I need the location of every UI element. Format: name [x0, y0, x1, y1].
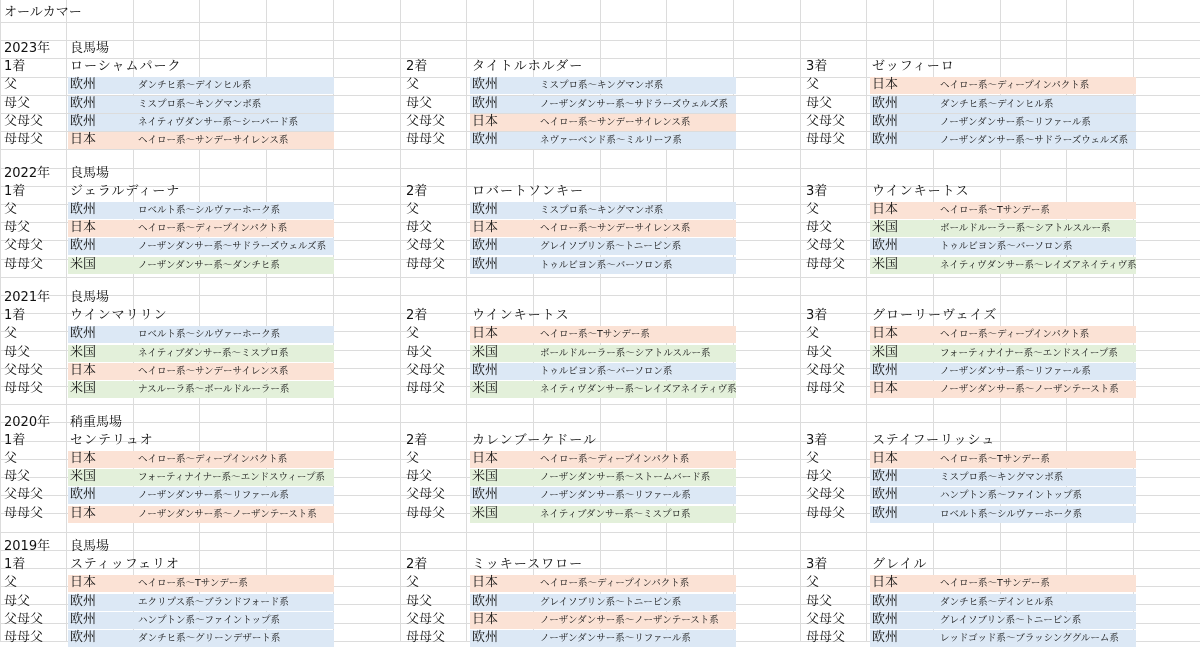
role-label[interactable]: 母母父 [406, 132, 446, 147]
track-condition[interactable]: 良馬場 [70, 165, 110, 181]
gridline-horizontal [0, 295, 1200, 296]
role-label[interactable]: 母母父 [806, 505, 846, 521]
region-cell[interactable]: 欧州 [70, 611, 97, 627]
horse-name[interactable]: ロバートソンキー [472, 183, 585, 199]
lineage-cell[interactable]: ノーザンダンサー系～サドラーズウェルズ系 [940, 135, 1129, 146]
region-cell[interactable]: 欧州 [472, 256, 499, 272]
lineage-cell[interactable]: ミスプロ系～キングマンボ系 [540, 80, 664, 92]
role-label[interactable]: 父 [4, 326, 18, 342]
lineage-cell[interactable]: ノーザンダンサー系～リファール系 [940, 365, 1091, 377]
lineage-cell[interactable]: ノーザンダンサー系～ノーザンテースト系 [940, 384, 1119, 395]
role-label[interactable]: 母父 [4, 469, 31, 485]
lineage-cell[interactable]: グレイソブリン系～トニービン系 [540, 241, 682, 253]
role-label[interactable]: 父母父 [4, 362, 44, 378]
role-label[interactable]: 母母父 [806, 630, 846, 645]
lineage-cell[interactable]: ヘイロー系～ディープインパクト系 [940, 329, 1090, 341]
lineage-cell[interactable]: ミスプロ系～キングマンボ系 [540, 204, 664, 216]
year-label[interactable]: 2019年 [4, 539, 51, 554]
region-cell[interactable]: 欧州 [70, 113, 97, 129]
gridline-horizontal [0, 277, 1200, 278]
horse-name[interactable]: タイトルホルダー [472, 59, 584, 75]
role-label[interactable]: 母母父 [806, 381, 846, 396]
role-label[interactable]: 父母父 [806, 487, 846, 503]
lineage-cell[interactable]: ネイティブダンサー系～ミスプロ系 [540, 508, 691, 520]
lineage-cell[interactable]: ヘイロー系～サンデーサイレンス系 [138, 135, 289, 146]
year-label[interactable]: 2022年 [4, 165, 51, 181]
lineage-cell[interactable]: ノーザンダンサー系～リファール系 [138, 490, 289, 502]
region-cell[interactable]: 欧州 [70, 201, 97, 217]
horse-name[interactable]: センテリュオ [70, 432, 154, 448]
lineage-cell[interactable]: ロベルト系～シルヴァーホーク系 [940, 508, 1083, 520]
region-cell[interactable]: 米国 [70, 469, 97, 485]
region-cell[interactable]: 米国 [872, 344, 899, 360]
region-cell[interactable]: 欧州 [872, 469, 899, 485]
region-cell[interactable]: 日本 [472, 220, 499, 236]
lineage-cell[interactable]: ヘイロー系～サンデーサイレンス系 [540, 223, 691, 235]
region-cell[interactable]: 日本 [872, 201, 899, 217]
lineage-cell[interactable]: ネヴァーベンド系～ミルリーフ系 [540, 135, 682, 146]
role-label[interactable]: 母母父 [4, 630, 44, 645]
region-cell[interactable]: 日本 [472, 611, 499, 627]
lineage-cell[interactable]: ネイティヴダンサー系～シーバード系 [138, 116, 299, 128]
place-label[interactable]: 1着 [4, 557, 26, 573]
region-cell[interactable]: 米国 [70, 344, 97, 360]
lineage-cell[interactable]: ノーザンダンサー系～ノーザンテースト系 [540, 614, 719, 626]
role-label[interactable]: 父 [406, 201, 420, 217]
region-cell[interactable]: 欧州 [472, 77, 499, 93]
place-label[interactable]: 2着 [406, 557, 428, 573]
lineage-cell[interactable]: ヘイロー系～ディープインパクト系 [540, 578, 690, 590]
region-cell[interactable]: 米国 [472, 469, 499, 485]
lineage-cell[interactable]: ナスルーラ系～ボールドルーラー系 [138, 384, 290, 395]
region-cell[interactable]: 欧州 [872, 593, 899, 609]
gridline-horizontal [0, 550, 1200, 551]
region-cell[interactable]: 欧州 [872, 113, 899, 129]
lineage-cell[interactable]: エクリプス系～ブランドフォード系 [138, 596, 289, 608]
lineage-cell[interactable]: ネイティブダンサー系～ミスプロ系 [138, 347, 289, 359]
region-cell[interactable]: 欧州 [70, 95, 97, 111]
horse-name[interactable]: ステイフーリッシュ [872, 432, 996, 448]
year-label[interactable]: 2020年 [4, 414, 51, 430]
region-cell[interactable]: 日本 [872, 77, 899, 93]
role-label[interactable]: 母母父 [406, 256, 446, 272]
horse-name[interactable]: グローリーヴェイズ [872, 308, 998, 324]
lineage-cell[interactable]: ノーザンダンサー系～ダンチヒ系 [138, 259, 280, 271]
role-label[interactable]: 父母父 [4, 238, 44, 254]
place-label[interactable]: 2着 [406, 183, 428, 199]
lineage-cell[interactable]: グレイソブリン系～トニービン系 [540, 596, 682, 608]
lineage-cell[interactable]: トゥルビヨン系～バーソロン系 [540, 365, 673, 377]
region-cell[interactable]: 米国 [472, 344, 499, 360]
role-label[interactable]: 父 [4, 77, 18, 93]
role-label[interactable]: 父 [406, 450, 420, 466]
role-label[interactable]: 父母父 [406, 113, 446, 129]
gridline-horizontal [0, 313, 1200, 314]
region-cell[interactable]: 米国 [872, 220, 899, 236]
lineage-cell[interactable]: ミスプロ系～キングマンボ系 [138, 98, 262, 110]
track-condition[interactable]: 稍重馬場 [70, 414, 123, 430]
role-label[interactable]: 父 [806, 575, 820, 591]
region-cell[interactable]: 米国 [70, 381, 97, 396]
role-label[interactable]: 母父 [4, 95, 31, 111]
place-label[interactable]: 2着 [406, 432, 428, 448]
lineage-cell[interactable]: ダンチヒ系～デインヒル系 [940, 596, 1054, 608]
lineage-cell[interactable]: ヘイロー系～Tサンデー系 [940, 453, 1050, 465]
role-label[interactable]: 父母父 [406, 487, 446, 503]
gridline-vertical [400, 0, 401, 642]
region-cell[interactable]: 日本 [70, 505, 97, 521]
role-label[interactable]: 父母父 [806, 362, 846, 378]
lineage-cell[interactable]: ハンプトン系～ファイントップ系 [138, 614, 281, 626]
lineage-cell[interactable]: ボールドルーラー系～シアトルスルー系 [940, 223, 1111, 235]
role-label[interactable]: 父母父 [806, 113, 846, 129]
region-cell[interactable]: 欧州 [472, 238, 499, 254]
lineage-cell[interactable]: ハンプトン系～ファイントップ系 [940, 490, 1083, 502]
lineage-cell[interactable]: ノーザンダンサー系～サドラーズウェルズ系 [540, 98, 729, 110]
role-label[interactable]: 母父 [406, 344, 433, 360]
role-label[interactable]: 母父 [806, 220, 833, 236]
region-cell[interactable]: 日本 [872, 326, 899, 342]
region-cell[interactable]: 欧州 [872, 505, 899, 521]
lineage-cell[interactable]: ノーザンダンサー系～リファール系 [940, 116, 1091, 128]
lineage-cell[interactable]: トゥルビヨン系～バーソロン系 [540, 259, 673, 271]
role-label[interactable]: 母父 [4, 593, 31, 609]
region-cell[interactable]: 欧州 [872, 362, 899, 378]
gridline-horizontal [0, 22, 1200, 23]
place-label[interactable]: 3着 [806, 432, 828, 448]
place-label[interactable]: 1着 [4, 183, 26, 199]
role-label[interactable]: 父 [406, 575, 420, 591]
place-label[interactable]: 3着 [806, 183, 828, 199]
role-label[interactable]: 母父 [4, 344, 31, 360]
region-cell[interactable]: 欧州 [472, 593, 499, 609]
region-cell[interactable]: 欧州 [472, 132, 499, 147]
region-cell[interactable]: 欧州 [472, 362, 499, 378]
year-label[interactable]: 2021年 [4, 290, 51, 305]
role-label[interactable]: 父母父 [4, 487, 44, 503]
lineage-cell[interactable]: ネイティヴダンサー系～レイズアネイティヴ系 [540, 384, 737, 395]
lineage-cell[interactable]: ノーザンダンサー系～ノーザンテースト系 [138, 508, 317, 520]
role-label[interactable]: 父 [4, 201, 18, 217]
role-label[interactable]: 父 [4, 450, 18, 466]
lineage-cell[interactable]: フォーティナイナー系～エンドスイープ系 [940, 347, 1118, 359]
region-cell[interactable]: 米国 [472, 505, 499, 521]
lineage-cell[interactable]: ヘイロー系～ディープインパクト系 [540, 453, 690, 465]
role-label[interactable]: 父 [806, 201, 820, 217]
place-label[interactable]: 2着 [406, 59, 428, 75]
role-label[interactable]: 母母父 [806, 132, 846, 147]
role-label[interactable]: 父 [806, 326, 820, 342]
year-label[interactable]: 2023年 [4, 41, 51, 56]
lineage-cell[interactable]: ダンチヒ系～デインヒル系 [940, 98, 1054, 110]
region-cell[interactable]: 日本 [472, 326, 499, 342]
lineage-cell[interactable]: ノーザンダンサー系～サドラーズウェルズ系 [138, 241, 327, 253]
role-label[interactable]: 父母父 [806, 238, 846, 254]
region-cell[interactable]: 日本 [872, 575, 899, 591]
lineage-cell[interactable]: ダンチヒ系～グリーンデザート系 [138, 633, 281, 644]
region-cell[interactable]: 日本 [70, 220, 97, 236]
track-condition[interactable]: 良馬場 [70, 41, 110, 56]
lineage-cell[interactable]: ノーザンダンサー系～リファール系 [540, 633, 691, 644]
region-cell[interactable]: 欧州 [472, 630, 499, 645]
region-cell[interactable]: 欧州 [872, 487, 899, 503]
region-cell[interactable]: 欧州 [70, 487, 97, 503]
region-cell[interactable]: 日本 [70, 362, 97, 378]
place-label[interactable]: 1着 [4, 308, 26, 324]
role-label[interactable]: 母父 [806, 344, 833, 360]
gridline-horizontal [0, 404, 1200, 405]
role-label[interactable]: 母父 [806, 593, 833, 609]
role-label[interactable]: 父 [806, 77, 820, 93]
region-cell[interactable]: 欧州 [70, 77, 97, 93]
role-label[interactable]: 母母父 [4, 381, 44, 396]
horse-name[interactable]: ローシャムパーク [70, 59, 182, 75]
region-cell[interactable]: 日本 [70, 575, 97, 591]
role-label[interactable]: 父母父 [406, 362, 446, 378]
region-cell[interactable]: 欧州 [872, 95, 899, 111]
horse-name[interactable]: スティッフェリオ [70, 557, 180, 573]
region-cell[interactable]: 日本 [472, 113, 499, 129]
horse-name[interactable]: ゼッフィーロ [872, 59, 955, 75]
horse-name[interactable]: ウインキートス [472, 308, 570, 324]
role-label[interactable]: 母父 [406, 95, 433, 111]
role-label[interactable]: 父母父 [4, 113, 44, 129]
role-label[interactable]: 母母父 [806, 256, 846, 272]
lineage-cell[interactable]: ヘイロー系～Tサンデー系 [940, 578, 1050, 590]
role-label[interactable]: 父 [406, 77, 420, 93]
lineage-cell[interactable]: ヘイロー系～Tサンデー系 [138, 578, 248, 590]
gridline-horizontal [0, 422, 1200, 423]
role-label[interactable]: 父 [4, 575, 18, 591]
gridline-horizontal [0, 168, 1200, 169]
sheet-title[interactable]: オールカマー [4, 5, 82, 20]
role-label[interactable]: 母父 [406, 469, 433, 485]
lineage-cell[interactable]: ロベルト系～シルヴァーホーク系 [138, 329, 281, 341]
lineage-cell[interactable]: ダンチヒ系～デインヒル系 [138, 80, 252, 92]
region-cell[interactable]: 欧州 [872, 132, 899, 147]
lineage-cell[interactable]: ヘイロー系～サンデーサイレンス系 [540, 116, 691, 128]
lineage-cell[interactable]: ノーザンダンサー系～リファール系 [540, 490, 691, 502]
horse-name[interactable]: グレイル [872, 557, 928, 573]
region-cell[interactable]: 日本 [70, 450, 97, 466]
lineage-cell[interactable]: トゥルビヨン系～バーソロン系 [940, 241, 1073, 253]
lineage-cell[interactable]: ヘイロー系～ディープインパクト系 [138, 223, 288, 235]
role-label[interactable]: 父母父 [406, 611, 446, 627]
gridline-vertical [466, 0, 467, 642]
role-label[interactable]: 父 [806, 450, 820, 466]
horse-name[interactable]: ウインマリリン [70, 308, 168, 324]
gridline-vertical [66, 0, 67, 642]
track-condition[interactable]: 良馬場 [70, 539, 110, 554]
region-cell[interactable]: 欧州 [872, 630, 899, 645]
role-label[interactable]: 母母父 [406, 505, 446, 521]
place-label[interactable]: 1着 [4, 432, 26, 448]
gridline-horizontal [0, 441, 1200, 442]
region-cell[interactable]: 米国 [872, 256, 899, 272]
place-label[interactable]: 3着 [806, 308, 828, 324]
role-label[interactable]: 母父 [806, 95, 833, 111]
horse-name[interactable]: ミッキースワロー [472, 557, 584, 573]
lineage-cell[interactable]: ヘイロー系～Tサンデー系 [540, 329, 650, 341]
region-cell[interactable]: 欧州 [872, 611, 899, 627]
role-label[interactable]: 母父 [806, 469, 833, 485]
lineage-cell[interactable]: ノーザンダンサー系～ストームバード系 [540, 472, 711, 484]
role-label[interactable]: 母母父 [4, 256, 44, 272]
place-label[interactable]: 3着 [806, 557, 828, 573]
track-condition[interactable]: 良馬場 [70, 290, 110, 305]
lineage-cell[interactable]: ボールドルーラー系～シアトルスルー系 [540, 347, 711, 359]
lineage-cell[interactable]: ヘイロー系～サンデーサイレンス系 [138, 365, 289, 377]
region-cell[interactable]: 日本 [70, 132, 97, 147]
role-label[interactable]: 父 [406, 326, 420, 342]
region-cell[interactable]: 欧州 [872, 238, 899, 254]
place-label[interactable]: 1着 [4, 59, 26, 75]
gridline-horizontal [0, 40, 1200, 41]
gridline-horizontal [0, 532, 1200, 533]
region-cell[interactable]: 欧州 [472, 487, 499, 503]
lineage-cell[interactable]: フォーティナイナー系～エンドスウィープ系 [138, 472, 325, 484]
lineage-cell[interactable]: ネイティヴダンサー系～レイズアネイティヴ系 [940, 259, 1137, 271]
role-label[interactable]: 母父 [406, 593, 433, 609]
lineage-cell[interactable]: ヘイロー系～ディープインパクト系 [940, 80, 1090, 92]
region-cell[interactable]: 欧州 [472, 201, 499, 217]
gridline-vertical [800, 0, 801, 642]
lineage-cell[interactable]: ミスプロ系～キングマンボ系 [940, 472, 1064, 484]
region-cell[interactable]: 日本 [872, 381, 899, 396]
lineage-cell[interactable]: ヘイロー系～ディープインパクト系 [138, 453, 288, 465]
horse-name[interactable]: ジェラルディーナ [70, 183, 181, 199]
gridline-vertical [866, 0, 867, 642]
role-label[interactable]: 父母父 [406, 238, 446, 254]
role-label[interactable]: 父母父 [4, 611, 44, 627]
horse-name[interactable]: カレンブーケドール [472, 432, 598, 448]
lineage-cell[interactable]: グレイソブリン系～トニービン系 [940, 614, 1082, 626]
role-label[interactable]: 母父 [4, 220, 31, 236]
region-cell[interactable]: 欧州 [70, 593, 97, 609]
role-label[interactable]: 父母父 [806, 611, 846, 627]
region-cell[interactable]: 欧州 [70, 238, 97, 254]
horse-name[interactable]: ウインキートス [872, 183, 970, 199]
role-label[interactable]: 母父 [406, 220, 433, 236]
place-label[interactable]: 2着 [406, 308, 428, 324]
gridline-horizontal [0, 568, 1200, 569]
region-cell[interactable]: 日本 [872, 450, 899, 466]
region-cell[interactable]: 欧州 [70, 326, 97, 342]
region-cell[interactable]: 欧州 [472, 95, 499, 111]
place-label[interactable]: 3着 [806, 59, 828, 75]
region-cell[interactable]: 日本 [472, 575, 499, 591]
lineage-cell[interactable]: レッドゴッド系～ブラッシンググルーム系 [940, 633, 1119, 644]
role-label[interactable]: 母母父 [406, 381, 446, 396]
role-label[interactable]: 母母父 [406, 630, 446, 645]
region-cell[interactable]: 欧州 [70, 630, 97, 645]
region-cell[interactable]: 米国 [70, 256, 97, 272]
lineage-cell[interactable]: ヘイロー系～Tサンデー系 [940, 204, 1050, 216]
region-cell[interactable]: 日本 [472, 450, 499, 466]
region-cell[interactable]: 米国 [472, 381, 499, 396]
lineage-cell[interactable]: ロベルト系～シルヴァーホーク系 [138, 204, 281, 216]
role-label[interactable]: 母母父 [4, 132, 44, 147]
role-label[interactable]: 母母父 [4, 505, 44, 521]
